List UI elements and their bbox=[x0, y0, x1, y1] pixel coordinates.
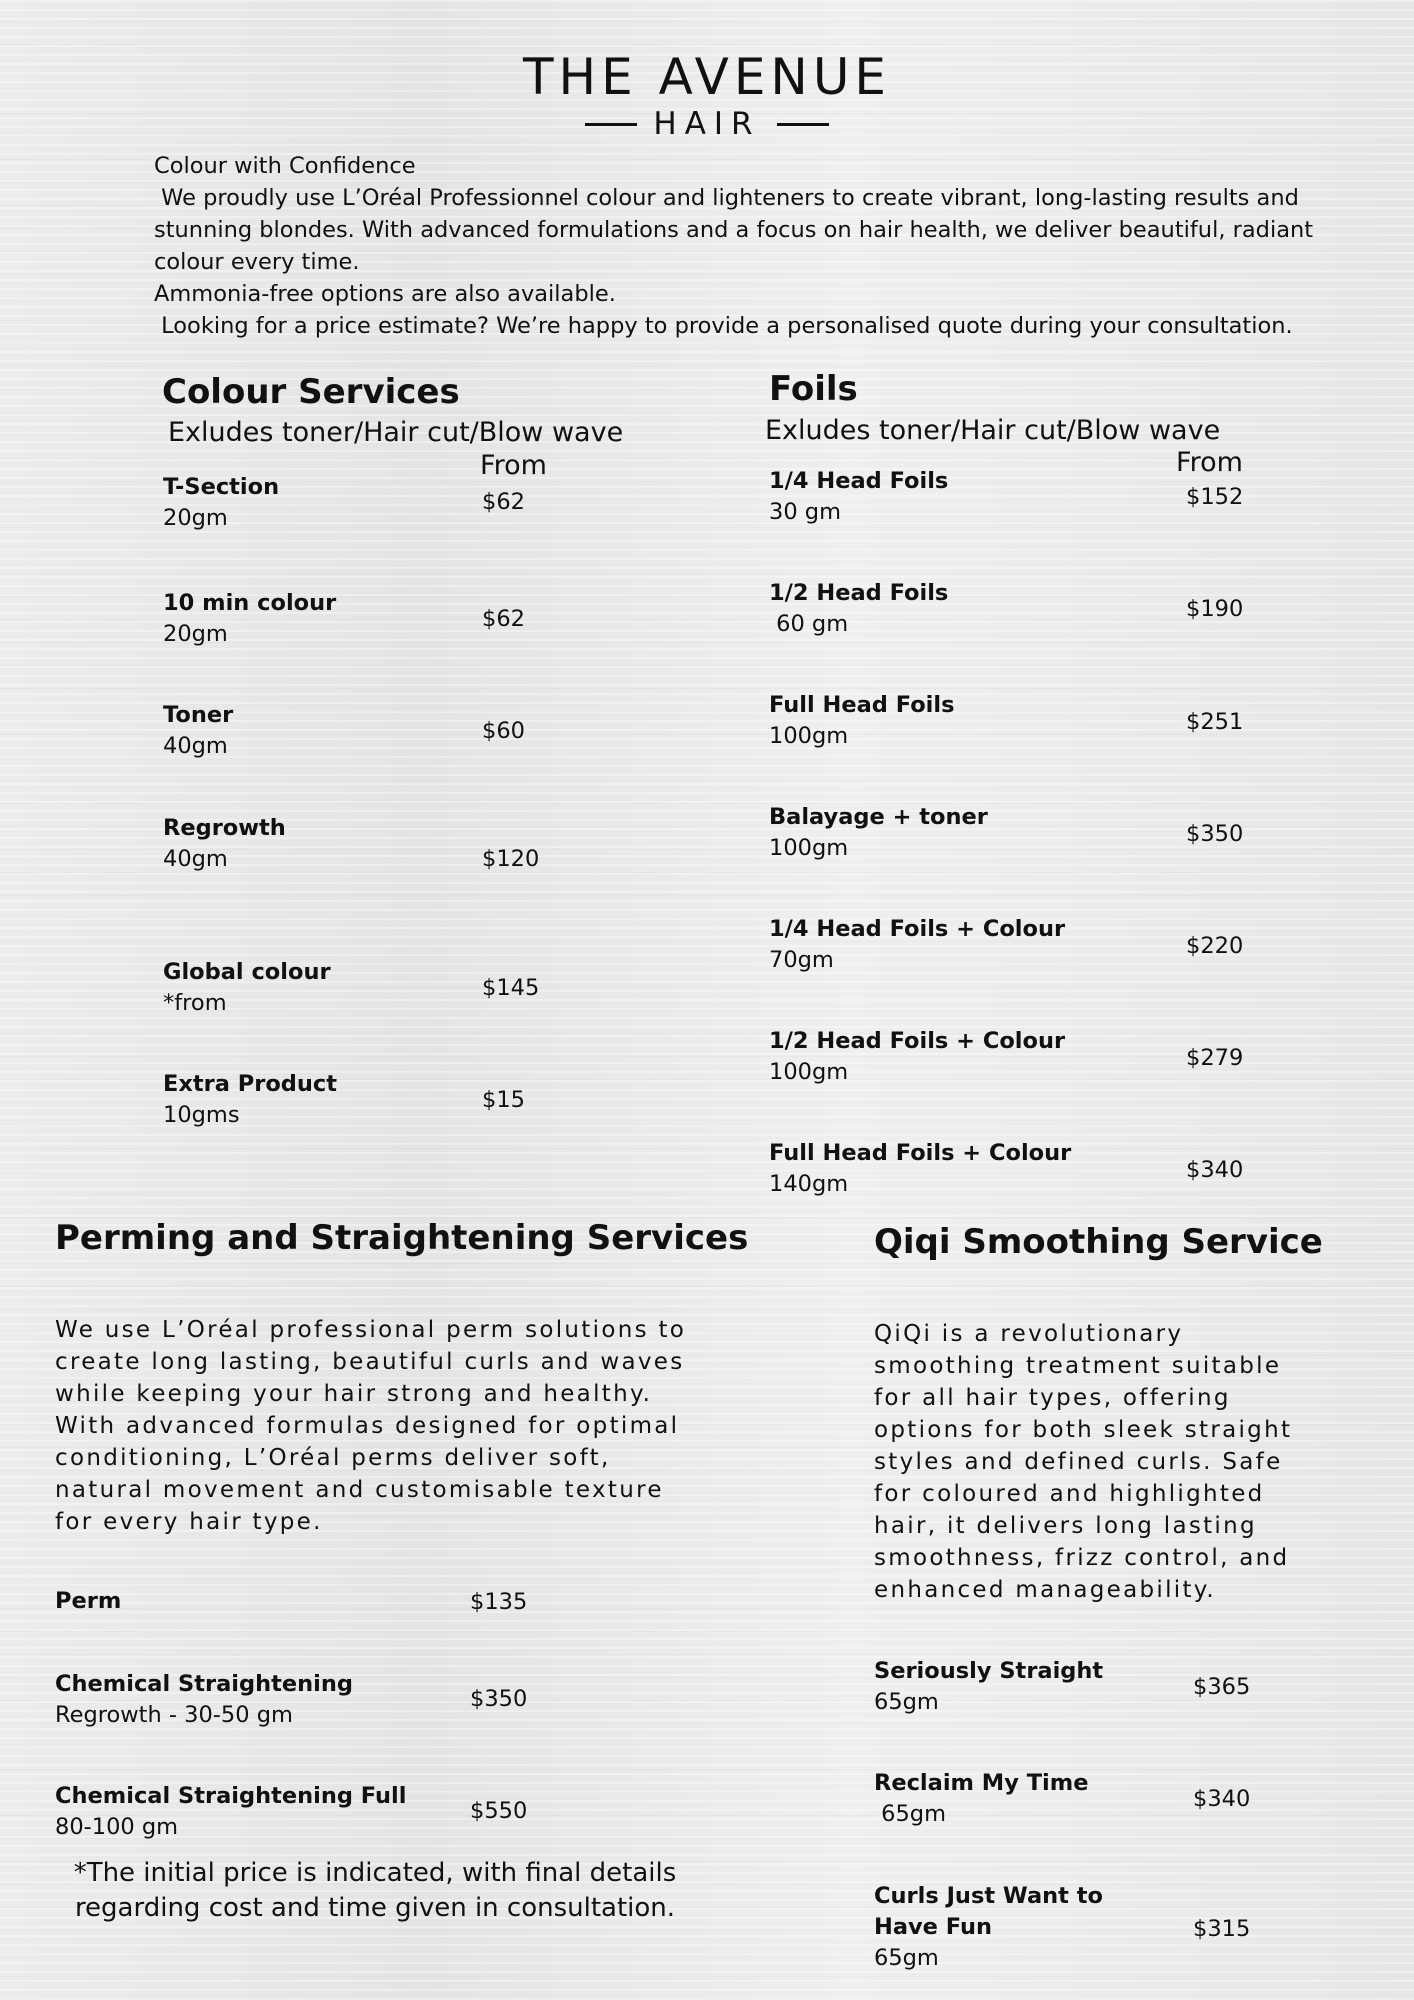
item-name: Full Head Foils + Colour bbox=[769, 1140, 1072, 1166]
list-item bbox=[55, 1586, 121, 1617]
item-name: 1/4 Head Foils + Colour bbox=[769, 916, 1066, 942]
list-item bbox=[163, 472, 279, 534]
foils-from-label: From bbox=[1176, 447, 1243, 478]
item-detail: 40gm bbox=[163, 733, 228, 759]
perming-description: We use L’Oréal professional perm solutions to create long lasting, beautiful curls and waves while keeping your hair strong and healthy. With advanced formulas designed for optimal conditioning, L’Oréal perms deliver soft, natural movement and customisable texture for every hair type. bbox=[55, 1317, 687, 1535]
list-item bbox=[769, 578, 948, 640]
item-price: $365 bbox=[1193, 1674, 1251, 1700]
list-item bbox=[769, 690, 954, 752]
item-detail: 100gm bbox=[769, 723, 849, 749]
item-name: Curls Just Want to Have Fun bbox=[874, 1883, 1103, 1940]
list-item bbox=[163, 957, 331, 1019]
item-price: $315 bbox=[1193, 1916, 1251, 1942]
brand-sub bbox=[0, 106, 1414, 142]
item-detail: 65gm bbox=[874, 1689, 939, 1715]
item-detail: 30 gm bbox=[769, 499, 841, 525]
item-name: Perm bbox=[55, 1588, 122, 1614]
foils-title: Foils bbox=[769, 369, 858, 409]
item-detail: 10gms bbox=[163, 1102, 240, 1128]
item-detail: 65gm bbox=[874, 1945, 939, 1971]
list-item bbox=[874, 1768, 1088, 1830]
item-detail: 40gm bbox=[163, 846, 228, 872]
footnote: *The initial price is indicated, with final details regarding cost and time given in consultation. bbox=[73, 1858, 677, 1923]
item-name: Global colour bbox=[163, 959, 331, 985]
item-price: $550 bbox=[470, 1798, 528, 1824]
item-detail: 70gm bbox=[769, 947, 834, 973]
item-name: 10 min colour bbox=[163, 590, 337, 616]
brand-sub-text: HAIR bbox=[653, 106, 761, 142]
intro-line: Ammonia-free options are also available. bbox=[154, 281, 616, 307]
item-name: Chemical Straightening Full bbox=[55, 1783, 407, 1809]
item-price: $350 bbox=[1186, 821, 1244, 847]
list-item bbox=[769, 1026, 1065, 1088]
item-price: $62 bbox=[482, 489, 525, 515]
list-item bbox=[769, 802, 988, 864]
item-price: $340 bbox=[1186, 1157, 1244, 1183]
item-name: Chemical Straightening bbox=[55, 1671, 353, 1697]
item-price: $62 bbox=[482, 606, 525, 632]
item-price: $279 bbox=[1186, 1045, 1244, 1071]
item-detail: Regrowth - 30-50 gm bbox=[55, 1702, 293, 1728]
item-detail: 20gm bbox=[163, 505, 228, 531]
item-price: $120 bbox=[482, 846, 540, 872]
item-price: $251 bbox=[1186, 709, 1244, 735]
logo-line-left bbox=[585, 123, 637, 126]
item-name: Reclaim My Time bbox=[874, 1770, 1089, 1796]
list-item bbox=[163, 700, 233, 762]
item-price: $145 bbox=[482, 975, 540, 1001]
intro-text bbox=[154, 150, 1344, 342]
list-item bbox=[769, 914, 1065, 976]
item-name: Full Head Foils bbox=[769, 692, 955, 718]
item-price: $220 bbox=[1186, 933, 1244, 959]
list-item bbox=[163, 588, 336, 650]
qiqi-title: Qiqi Smoothing Service bbox=[874, 1222, 1323, 1262]
item-name: Balayage + toner bbox=[769, 804, 988, 830]
item-price: $190 bbox=[1186, 596, 1244, 622]
foils-subtitle: Exludes toner/Hair cut/Blow wave bbox=[765, 415, 1221, 446]
list-item bbox=[55, 1669, 353, 1731]
intro-line: We proudly use L’Oréal Professionnel colour and lighteners to create vibrant, long-lasting results and stunning blondes. With advanced formulations and a focus on hair health, we deliver beautiful, radiant colour every time. bbox=[154, 185, 1321, 275]
list-item bbox=[55, 1781, 407, 1843]
colour-title: Colour Services bbox=[162, 372, 460, 412]
item-detail: 60 gm bbox=[769, 611, 849, 637]
item-detail: 100gm bbox=[769, 835, 849, 861]
item-price: $135 bbox=[470, 1589, 528, 1615]
perming-title: Perming and Straightening Services bbox=[55, 1218, 749, 1258]
list-item bbox=[769, 1138, 1071, 1200]
item-detail: 80-100 gm bbox=[55, 1814, 179, 1840]
item-name: Extra Product bbox=[163, 1071, 338, 1097]
item-price: $152 bbox=[1186, 484, 1244, 510]
colour-from-label: From bbox=[480, 450, 547, 481]
list-item bbox=[874, 1881, 1134, 1974]
list-item bbox=[769, 466, 948, 528]
item-name: 1/4 Head Foils bbox=[769, 468, 949, 494]
brand-name: THE AVENUE bbox=[522, 48, 892, 106]
list-item bbox=[874, 1656, 1103, 1718]
item-name: 1/2 Head Foils bbox=[769, 580, 949, 606]
colour-subtitle: Exludes toner/Hair cut/Blow wave bbox=[168, 417, 624, 448]
item-detail: 65gm bbox=[874, 1801, 946, 1827]
item-price: $15 bbox=[482, 1087, 525, 1113]
item-price: $350 bbox=[470, 1686, 528, 1712]
intro-line: Looking for a price estimate? We’re happy to provide a personalised quote during your consultation. bbox=[154, 313, 1293, 339]
item-price: $340 bbox=[1193, 1786, 1251, 1812]
item-price: $60 bbox=[482, 718, 525, 744]
item-name: T-Section bbox=[163, 474, 280, 500]
item-name: 1/2 Head Foils + Colour bbox=[769, 1028, 1066, 1054]
item-detail: 100gm bbox=[769, 1059, 849, 1085]
list-item bbox=[163, 1069, 337, 1131]
item-detail: 140gm bbox=[769, 1171, 849, 1197]
list-item bbox=[163, 813, 286, 875]
item-name: Regrowth bbox=[163, 815, 286, 841]
logo-line-right bbox=[777, 123, 829, 126]
item-name: Toner bbox=[163, 702, 234, 728]
item-detail: 20gm bbox=[163, 621, 228, 647]
intro-heading: Colour with Confidence bbox=[154, 153, 416, 179]
item-detail: *from bbox=[163, 990, 227, 1016]
item-name: Seriously Straight bbox=[874, 1658, 1104, 1684]
qiqi-description: QiQi is a revolutionary smoothing treatment suitable for all hair types, offering options for both sleek straight styles and defined curls. Safe for coloured and highlighted hair, it delivers long lasting smoothness, frizz control, and enhanced manageability. bbox=[874, 1321, 1293, 1603]
